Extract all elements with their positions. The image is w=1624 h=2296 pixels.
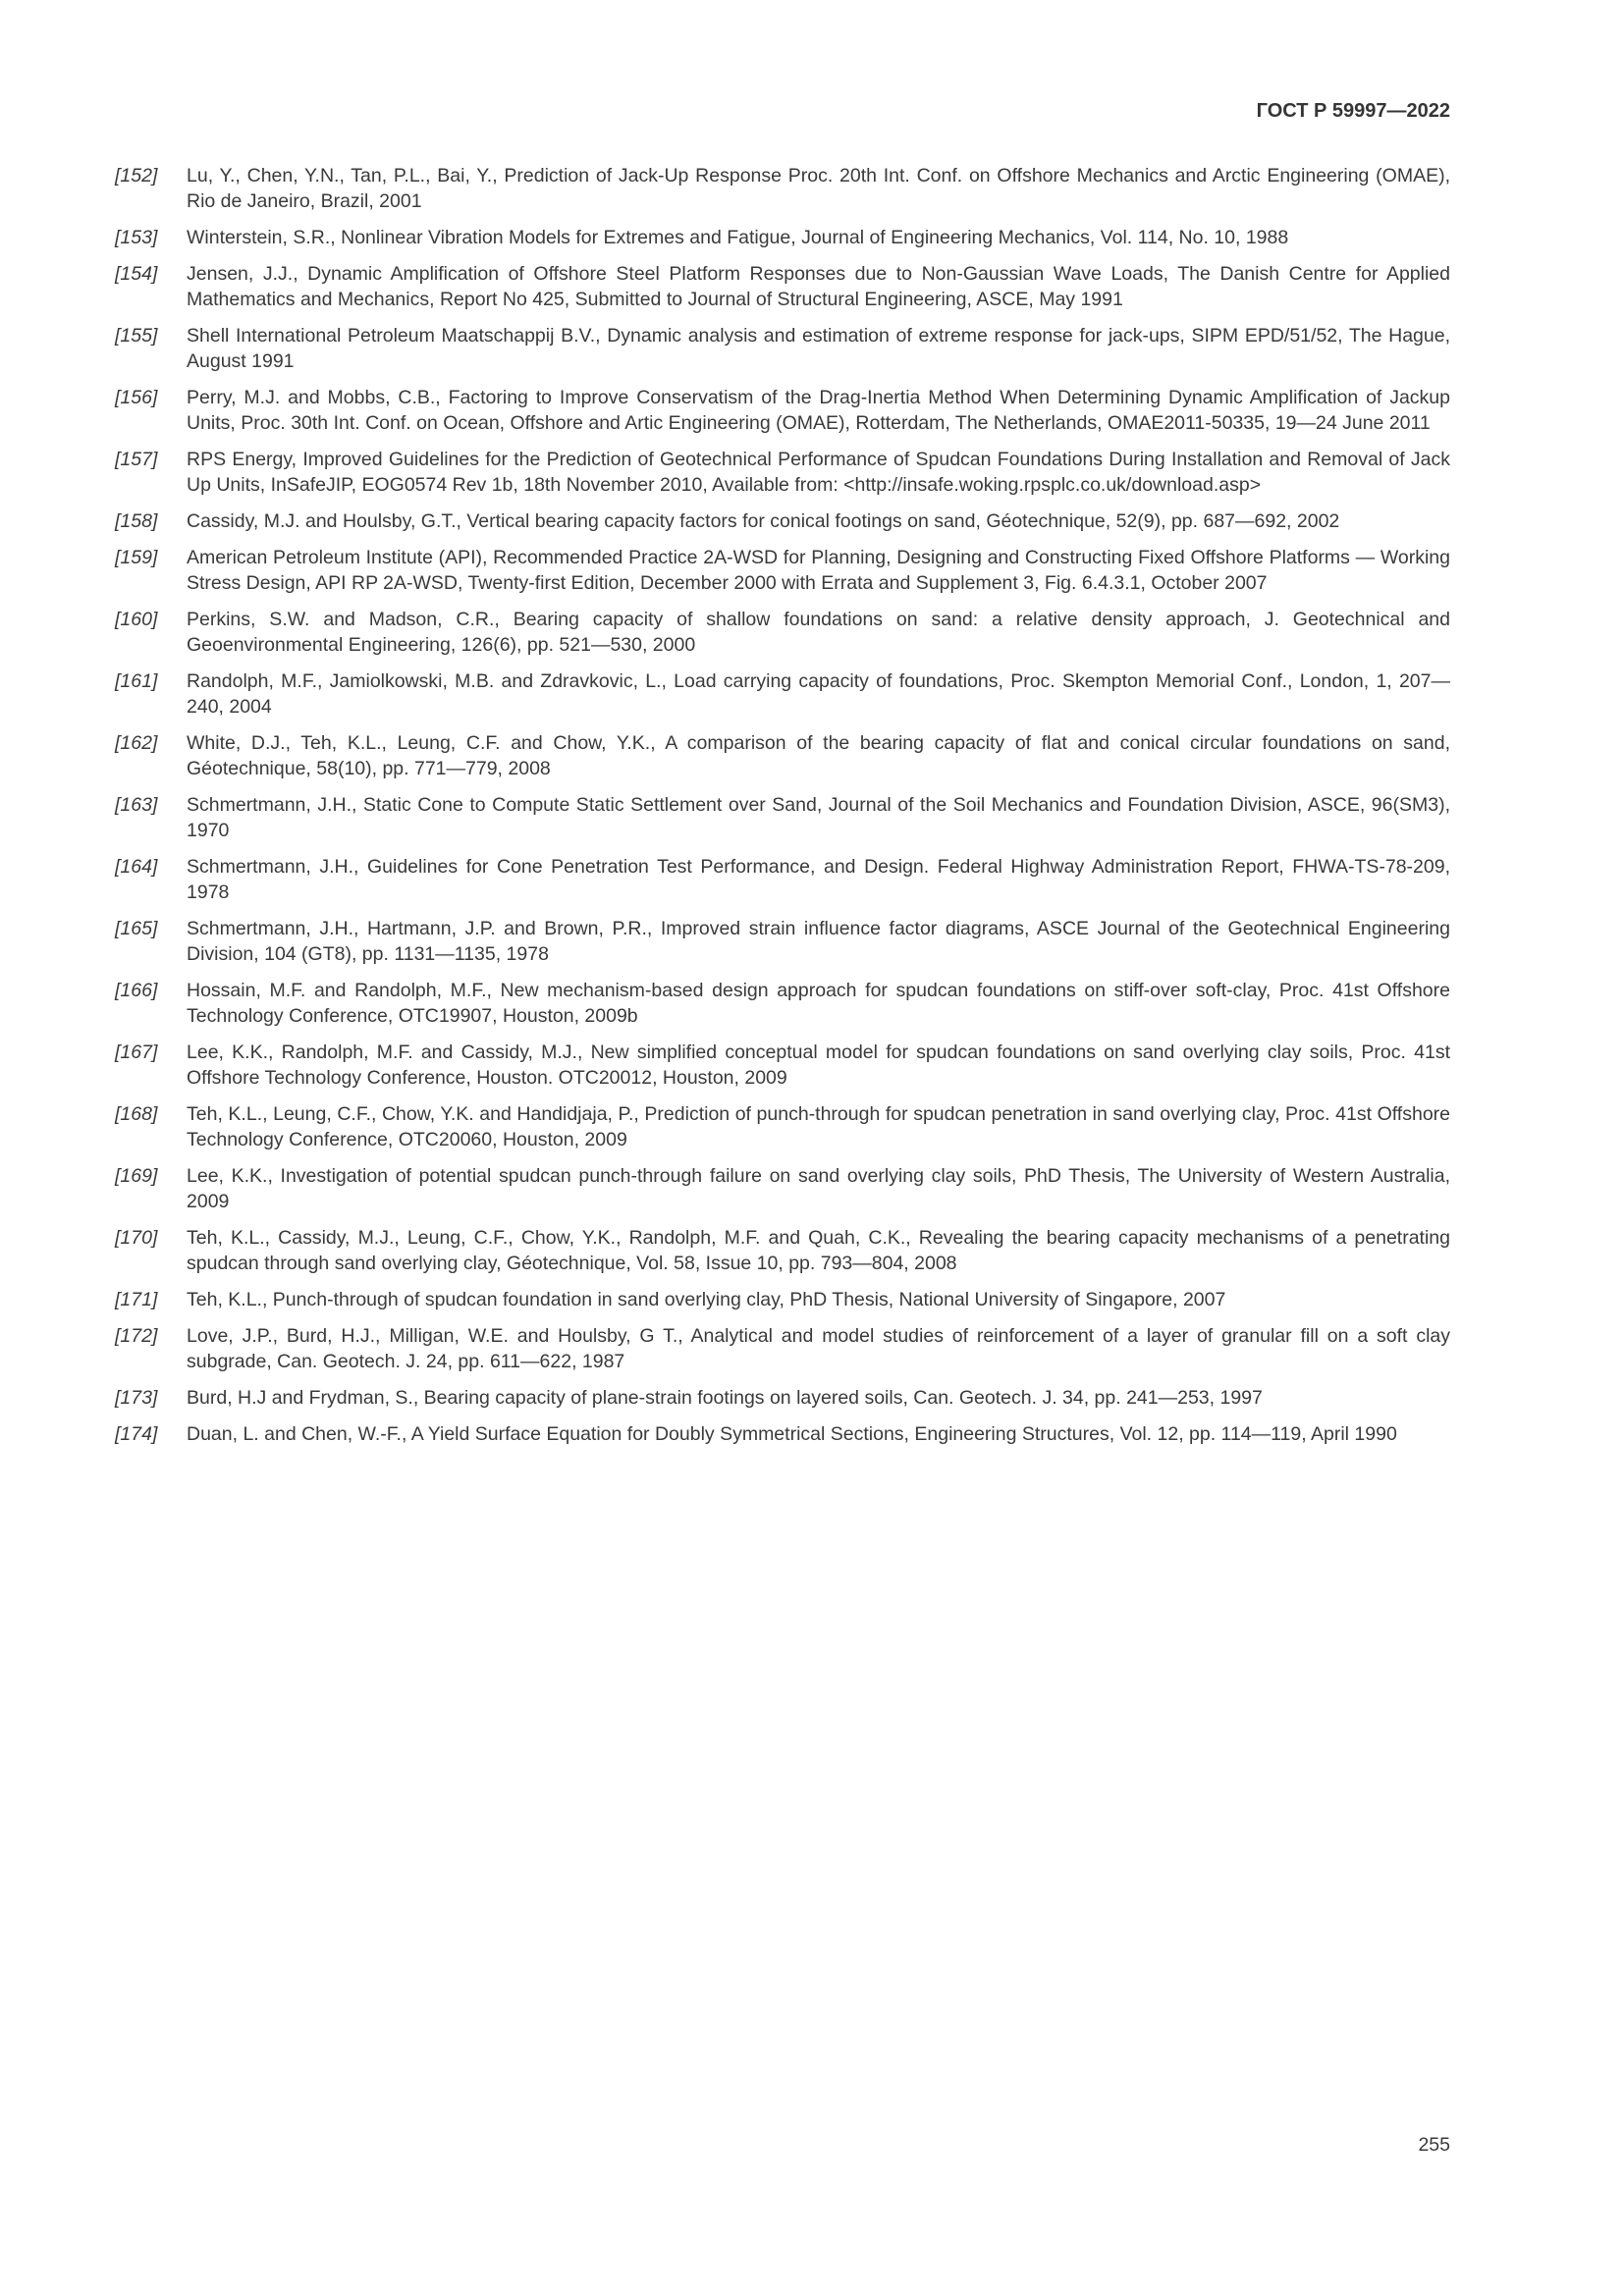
reference-number: [174] xyxy=(115,1423,158,1445)
reference-item xyxy=(115,225,1450,250)
reference-text: Burd, H.J and Frydman, S., Bearing capacity of plane-strain footings on layered soils, Can. Geotech. J. 34, pp. 241—253, 1997 xyxy=(187,1387,1263,1409)
reference-item xyxy=(115,978,1450,1029)
references-list xyxy=(115,163,1450,1447)
reference-item xyxy=(115,1040,1450,1091)
reference-item xyxy=(115,447,1450,498)
reference-text: Lu, Y., Chen, Y.N., Tan, P.L., Bai, Y., Prediction of Jack-Up Response Proc. 20th Int. Conf. on Offshore Mechanics and Arctic Engineering (OMAE), Rio de Janeiro, Brazil, 2001 xyxy=(187,165,1450,212)
reference-number: [165] xyxy=(115,918,158,939)
reference-number: [169] xyxy=(115,1165,158,1187)
reference-text: Teh, K.L., Cassidy, M.J., Leung, C.F., Chow, Y.K., Randolph, M.F. and Quah, C.K., Revealing the bearing capacity mechanisms of a penetrating spudcan through sand overlying clay, Géotechnique, Vol. 58, Issue 10, pp. 793—804, 2008 xyxy=(187,1227,1450,1274)
reference-item xyxy=(115,1323,1450,1374)
reference-text: Duan, L. and Chen, W.-F., A Yield Surface Equation for Doubly Symmetrical Sections, Engineering Structures, Vol. 12, pp. 114—119, April 1990 xyxy=(187,1423,1397,1445)
reference-number: [155] xyxy=(115,325,158,347)
reference-text: RPS Energy, Improved Guidelines for the Prediction of Geotechnical Performance of Spudcan Foundations During Installation and Removal of Jack Up Units, InSafeJIP, EOG0574 Rev 1b, 18th November 2010, Available from: <http://insafe.woking.rpsplc.co.uk/download.asp> xyxy=(187,449,1450,496)
reference-text: Cassidy, M.J. and Houlsby, G.T., Vertical bearing capacity factors for conical footings on sand, Géotechnique, 52(9), pp. 687—692, 2002 xyxy=(187,510,1340,532)
reference-number: [166] xyxy=(115,980,158,1001)
reference-item xyxy=(115,668,1450,720)
reference-text: Winterstein, S.R., Nonlinear Vibration Models for Extremes and Fatigue, Journal of Engineering Mechanics, Vol. 114, No. 10, 1988 xyxy=(187,227,1289,248)
reference-number: [162] xyxy=(115,732,158,754)
reference-text: Teh, K.L., Leung, C.F., Chow, Y.K. and Handidjaja, P., Prediction of punch-through for spudcan penetration in sand overlying clay, Proc. 41st Offshore Technology Conference, OTC20060, Houston, 2009 xyxy=(187,1103,1450,1150)
reference-text: Jensen, J.J., Dynamic Amplification of Offshore Steel Platform Responses due to Non-Gaussian Wave Loads, The Danish Centre for Applied Mathematics and Mechanics, Report No 425, Submitted to Journal of Structural Engineering, ASCE, May 1991 xyxy=(187,263,1450,310)
reference-item xyxy=(115,1163,1450,1214)
reference-text: Shell International Petroleum Maatschappij B.V., Dynamic analysis and estimation of extreme response for jack-ups, SIPM EPD/51/52, The Hague, August 1991 xyxy=(187,325,1450,372)
reference-number: [161] xyxy=(115,670,158,692)
reference-item xyxy=(115,1385,1450,1411)
reference-number: [153] xyxy=(115,227,158,248)
reference-item xyxy=(115,792,1450,843)
reference-item xyxy=(115,545,1450,596)
reference-number: [168] xyxy=(115,1103,158,1125)
reference-number: [152] xyxy=(115,165,158,187)
reference-item xyxy=(115,385,1450,436)
reference-text: Lee, K.K., Randolph, M.F. and Cassidy, M.J., New simplified conceptual model for spudcan foundations on sand overlying clay soils, Proc. 41st Offshore Technology Conference, Houston. OTC20012, Houston, 2009 xyxy=(187,1041,1450,1089)
reference-item xyxy=(115,730,1450,781)
reference-text: Schmertmann, J.H., Hartmann, J.P. and Brown, P.R., Improved strain influence factor diagrams, ASCE Journal of the Geotechnical Engineering Division, 104 (GT8), pp. 1131—1135, 1978 xyxy=(187,918,1450,965)
reference-number: [160] xyxy=(115,609,158,630)
reference-text: Teh, K.L., Punch-through of spudcan foundation in sand overlying clay, PhD Thesis, National University of Singapore, 2007 xyxy=(187,1289,1226,1310)
reference-number: [171] xyxy=(115,1289,158,1310)
reference-text: Hossain, M.F. and Randolph, M.F., New mechanism-based design approach for spudcan foundations on stiff-over soft-clay, Proc. 41st Offshore Technology Conference, OTC19907, Houston, 2009b xyxy=(187,980,1450,1027)
reference-text: Randolph, M.F., Jamiolkowski, M.B. and Zdravkovic, L., Load carrying capacity of foundations, Proc. Skempton Memorial Conf., London, 1, 207—240, 2004 xyxy=(187,670,1450,718)
reference-number: [158] xyxy=(115,510,158,532)
reference-number: [156] xyxy=(115,387,158,408)
reference-item xyxy=(115,261,1450,312)
reference-text: Perkins, S.W. and Madson, C.R., Bearing capacity of shallow foundations on sand: a relative density approach, J. Geotechnical and Geoenvironmental Engineering, 126(6), pp. 521—530, 2000 xyxy=(187,609,1450,656)
reference-text: Schmertmann, J.H., Static Cone to Compute Static Settlement over Sand, Journal of the Soil Mechanics and Foundation Division, ASCE, 96(SM3), 1970 xyxy=(187,794,1450,841)
reference-item xyxy=(115,854,1450,905)
reference-item xyxy=(115,1225,1450,1276)
reference-number: [164] xyxy=(115,856,158,878)
reference-number: [167] xyxy=(115,1041,158,1063)
reference-item xyxy=(115,607,1450,658)
reference-text: White, D.J., Teh, K.L., Leung, C.F. and Chow, Y.K., A comparison of the bearing capacity of flat and conical circular foundations on sand, Géotechnique, 58(10), pp. 771—779, 2008 xyxy=(187,732,1450,779)
reference-number: [159] xyxy=(115,547,158,568)
reference-number: [173] xyxy=(115,1387,158,1409)
reference-text: Perry, M.J. and Mobbs, C.B., Factoring to Improve Conservatism of the Drag-Inertia Method When Determining Dynamic Amplification of Jackup Units, Proc. 30th Int. Conf. on Ocean, Offshore and Artic Engineering (OMAE), Rotterdam, The Netherlands, OMAE2011-50335, 19—24 June 2011 xyxy=(187,387,1450,434)
reference-item xyxy=(115,916,1450,967)
reference-item xyxy=(115,163,1450,214)
reference-text: Schmertmann, J.H., Guidelines for Cone Penetration Test Performance, and Design. Federal Highway Administration Report, FHWA-TS-78-209, 1978 xyxy=(187,856,1450,903)
reference-item xyxy=(115,1287,1450,1312)
reference-text: Lee, K.K., Investigation of potential spudcan punch-through failure on sand overlying clay soils, PhD Thesis, The University of Western Australia, 2009 xyxy=(187,1165,1450,1212)
document-header-title: ГОСТ Р 59997—2022 xyxy=(1256,100,1450,122)
reference-number: [163] xyxy=(115,794,158,816)
reference-number: [154] xyxy=(115,263,158,285)
reference-number: [172] xyxy=(115,1325,158,1347)
reference-number: [157] xyxy=(115,449,158,470)
page-number: 255 xyxy=(1418,2134,1450,2156)
reference-text: American Petroleum Institute (API), Recommended Practice 2A-WSD for Planning, Designing and Constructing Fixed Offshore Platforms — Working Stress Design, API RP 2A-WSD, Twenty-first Edition, December 2000 with Errata and Supplement 3, Fig. 6.4.3.1, October 2007 xyxy=(187,547,1450,594)
reference-item xyxy=(115,1421,1450,1447)
reference-number: [170] xyxy=(115,1227,158,1249)
reference-text: Love, J.P., Burd, H.J., Milligan, W.E. and Houlsby, G T., Analytical and model studies of reinforcement of a layer of granular fill on a soft clay subgrade, Can. Geotech. J. 24, pp. 611—622, 1987 xyxy=(187,1325,1450,1372)
reference-item xyxy=(115,323,1450,374)
reference-item xyxy=(115,1101,1450,1152)
reference-item xyxy=(115,508,1450,534)
